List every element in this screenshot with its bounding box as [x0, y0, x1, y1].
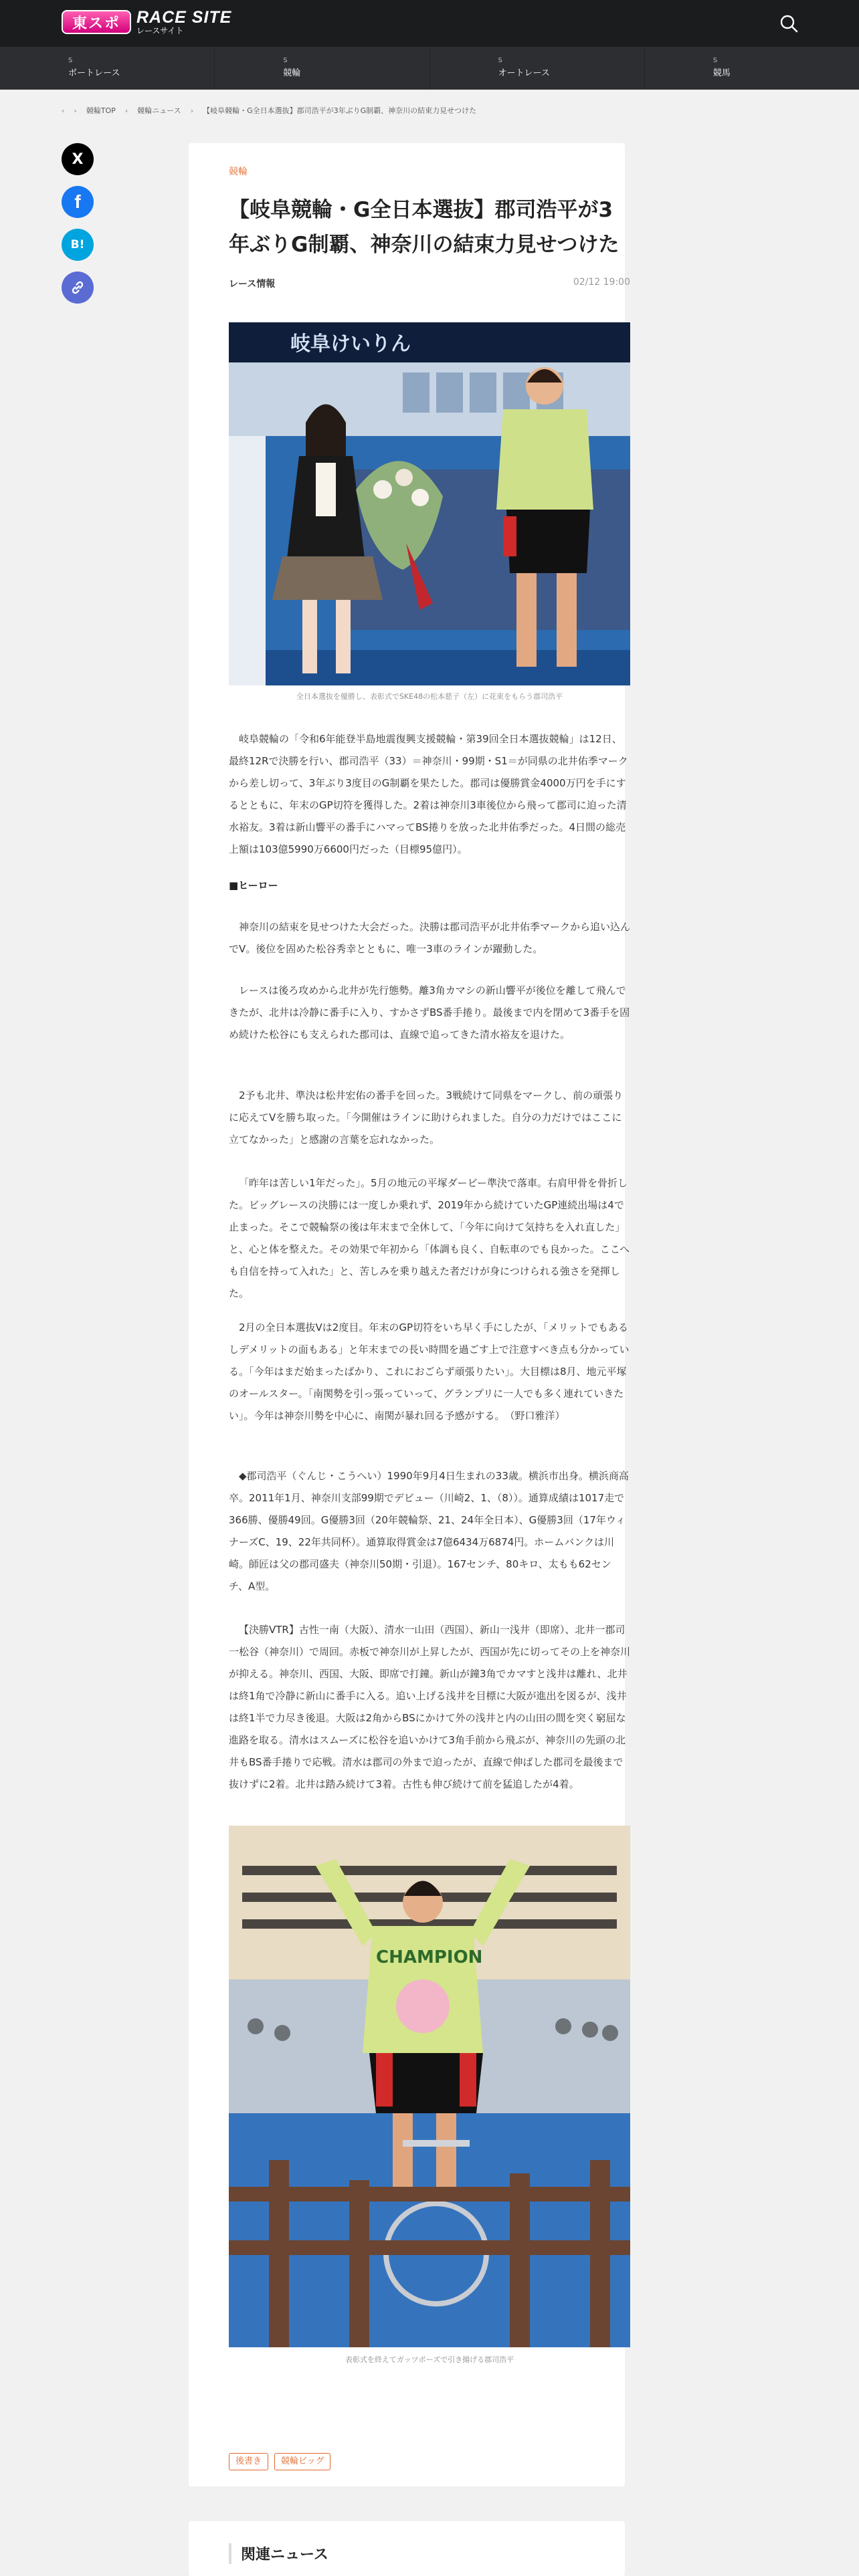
article-paragraph: 「昨年は苦しい1年だった」。5月の地元の平塚ダービー準決で落車。右肩甲骨を骨折した。ビッグレースの決勝には一度しか乗れず、2019年から続けていたGP連続出場は4で止まった。そこで競輪祭の後は年末まで全休して、「今年に向けて気持ちを入れ直した」と、心と体を整えた。その効果で年初から「体調も良く、自転車のでも良かった。ここへも自信を持って入れた」と、苦しみを乗り越えた者だけが身につけられる強さを発揮した。: [229, 1177, 630, 1299]
breadcrumb-keirin-news[interactable]: 競輪ニュース: [137, 106, 181, 115]
chevron-right-icon: ›: [124, 106, 128, 115]
article-paragraph: ◆郡司浩平（ぐんじ・こうへい）1990年9月4日生まれの33歳。横浜市出身。横浜商高卒。2011年1月、神奈川支部99期でデビュー（川崎2、1、（8））。通算成績は1017走で366勝、優勝49回。G優勝3回（20年競輪祭、21、24年全日本）、G優勝3回（17年ウィナーズC、19、22年共同杯）。通算取得賞金は7億6434万6874円。ホームバンクは川崎。師匠は父の郡司盛夫（神奈川50期・引退）。167センチ、80キロ、太もも62センチ、A型。: [229, 1470, 629, 1592]
photo-caption: 全日本選抜を優勝し、表彰式でSKE48の松本慈子（左）に花束をもらう郡司浩平: [296, 692, 563, 701]
article-photo-award: [229, 322, 630, 685]
nav-sub: S: [712, 57, 718, 64]
article-paragraph: 2月の全日本選抜Vは2度目。年末のGP切符をいち早く手にしたが、「メリットでもあるしデメリットの面もある」と年末までの長い時間を過ごす上で注意すべき点も分かっている。「今年はまだ始まったばかり、これにおごらず頑張りたい」。大目標は8月、地元平塚のオールスター。「南関勢を引っ張っていって、グランプリに一人でも多く連れていきたい」。今年は神奈川勢を中心に、南関が暴れ回る予感がする。 （野口雅洋）: [229, 1321, 630, 1422]
nav-label: ボートレース: [68, 68, 120, 78]
top-header: [0, 0, 859, 47]
article-category[interactable]: 競輪: [229, 167, 248, 177]
breadcrumb-current: 【岐阜競輪・G全日本選抜】郡司浩平が3年ぶりG制覇、神奈川の結束力見せつけた: [203, 106, 477, 115]
nav-item-boatrace[interactable]: [0, 47, 214, 90]
breadcrumb: [62, 105, 486, 116]
facebook-icon: f: [74, 191, 81, 212]
x-icon: X: [72, 150, 84, 168]
photo-caption: 表彰式を終えてガッツポーズで引き揚げる郡司浩平: [345, 2355, 514, 2364]
link-icon: [69, 279, 86, 296]
nav-sub: S: [283, 57, 288, 64]
logo-mark: 東スポ: [62, 10, 131, 34]
article-date: 02/12 19:00: [573, 277, 630, 288]
related-news-title: 関連ニュース: [229, 2543, 328, 2564]
chevron-right-icon: ›: [190, 106, 194, 115]
breadcrumb-keirin-top[interactable]: 競輪TOP: [86, 106, 116, 115]
hatena-icon: B!: [70, 238, 85, 251]
main-nav: [0, 47, 859, 90]
nav-item-keiba[interactable]: [644, 47, 859, 90]
article-paragraph: 【決勝VTR】古性一南（大阪）、清水一山田（西国）、新山一浅井（即席）、北井一郡司一松谷（神奈川）で周回。赤板で神奈川が上昇したが、西国が先に切ってその上を神奈川が抑える。神奈川、西国、大阪、即席で打鐘。新山が鐘3角でカマすと浅井は離れ、北井は終1角で冷静に新山に番手に入る。追い上げる浅井を目標に大阪が進出を図るが、浅井は終1半で力尽き後退。大阪は2角からBSにかけて外の浅井と内の山田の間を突く窮屈な進路を取る。清水はスムーズに松谷を追いかけて3角手前から飛ぶが、神奈川の先頭の北井もBS番手捲りで応戦。清水は郡司の外まで迫ったが、直線で伸ばした郡司を最後まで抜けずに2着。北井は踏み続けて3着。古性も伸び続けて前を猛追したが4着。: [229, 1624, 631, 1790]
article-author: レース情報: [229, 279, 276, 290]
nav-label: 競馬: [712, 68, 731, 78]
share-x-button[interactable]: [62, 143, 94, 175]
article-paragraph: 2予も北井、準決は松井宏佑の番手を回った。3戦続けて同県をマークし、前の頑張りに応えてVを勝ち取った。「今開催はラインに助けられました。自分の力だけではここに立てなかった」と感謝の言葉を忘れなかった。: [229, 1089, 624, 1146]
share-facebook-button[interactable]: [62, 186, 94, 218]
article-title: 【岐阜競輪・G全日本選抜】郡司浩平が3年ぶりG制覇、神奈川の結束力見せつけた: [229, 198, 619, 257]
search-icon[interactable]: [777, 12, 800, 35]
photo-signage: 岐阜けいりん: [290, 332, 411, 356]
article-paragraph: 岐阜競輪の「令和6年能登半島地震復興支援競輪・第39回全日本選抜競輪」は12日、最終12Rで決勝を行い、郡司浩平（33）＝神奈川・99期・S1＝が同県の北井佑季マークから差し切って、3年ぶり3度目のG制覇を果たした。郡司は優勝賞金4000万円を手にするとともに、年末のGP切符を獲得した。2着は神奈川3車後位から飛って郡司に迫った清水裕友。3着は新山響平の番手にハマってBS捲りを放った北井佑季だった。4日間の総売上額は103億5990万6600円だった（目標95億円）。: [229, 733, 628, 855]
site-logo[interactable]: [62, 9, 231, 35]
logo-title: RACE SITE: [136, 8, 232, 27]
logo-subtitle: レースサイト: [136, 26, 184, 35]
home-icon[interactable]: ‹: [62, 106, 65, 115]
article-photo-victory: [229, 1826, 630, 2347]
nav-label: 競輪: [283, 68, 301, 78]
nav-item-autorace[interactable]: [430, 47, 644, 90]
article-paragraph: 神奈川の結束を見せつけた大会だった。決勝は郡司浩平が北井佑季マークから追い込んでV。後位を固めた松谷秀幸とともに、唯一3車のラインが躍動した。: [229, 921, 631, 955]
share-hatena-button[interactable]: [62, 229, 94, 261]
tag-link[interactable]: 後書き: [229, 2453, 268, 2470]
copy-link-button[interactable]: [62, 272, 94, 304]
nav-label: オートレース: [498, 68, 550, 78]
article-paragraph: レースは後ろ攻めから北井が先行態勢。離3角カマシの新山響平が後位を離して飛んできたが、北井は冷静に番手に入り、すかさずBS番手捲り。最後まで内を閉めて3番手を固め続けた松谷にも支えられた郡司は、直線で追ってきた清水裕友を退けた。: [229, 984, 630, 1041]
nav-item-keirin[interactable]: [214, 47, 429, 90]
nav-sub: S: [498, 57, 502, 64]
chevron-right-icon: ›: [74, 106, 77, 115]
jersey-text: CHAMPION: [376, 1947, 483, 1967]
nav-sub: S: [68, 57, 73, 64]
tag-link[interactable]: 競輪ビッグ: [274, 2453, 330, 2470]
section-heading: ■ヒーロー: [229, 879, 278, 891]
